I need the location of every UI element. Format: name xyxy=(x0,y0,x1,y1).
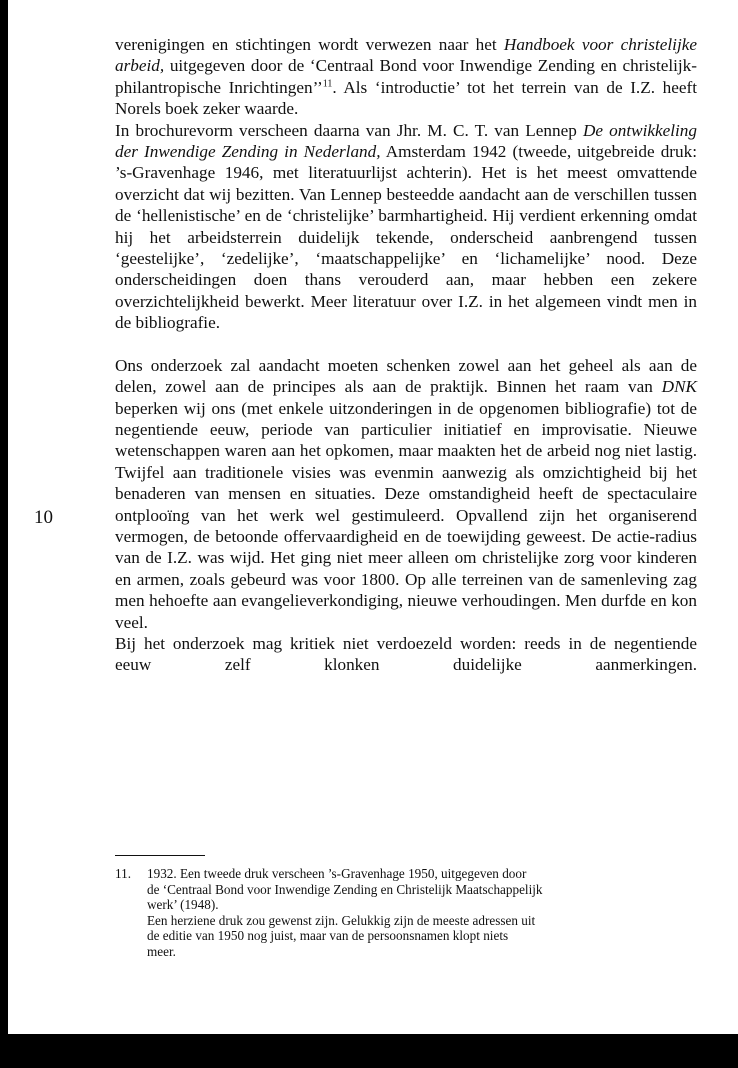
text-run: Bij het onderzoek mag kritiek niet verdoezeld worden: reeds in de negentiende eeuw zelf klonken duidelijke aanmerkingen. xyxy=(115,633,697,675)
footnote-line: de ‘Centraal Bond voor Inwendige Zending en Christelijk Maatschappelijk xyxy=(147,881,543,897)
scan-left-border xyxy=(0,0,8,1068)
footnote-line: werk’ (1948). xyxy=(147,897,219,913)
text-run: verenigingen en stichtingen wordt verwezen naar het xyxy=(115,35,504,54)
text-run: beperken wij ons (met enkele uitzonderingen in de opgenomen bibliografie) tot de negentiende eeuw, periode van particulier initiatief en improvisatie. Nieuwe wetenschappen waren aan het opkomen, maar maakten het de arbeid nog niet lastig. Twijfel aan traditionele visies was evenmin aanwezig als omzichtigheid bij het benaderen van mensen en situaties. Deze omstandigheid heeft de spectaculaire ontplooïng van het werk wel gestimuleerd. Opvallend zijn het organiserend vermogen, de betoonde offervaardigheid en de toewijding geweest. De actie-radius van de I.Z. was wijd. Het ging niet meer alleen om christelijke zorg voor kinderen en armen, zoals gebeurd was voor 1800. Op alle terreinen van de samenleving zag men hehoefte aan evangelieverkondiging, nieuwe verhoudingen. Men durfde en kon veel. xyxy=(115,398,697,632)
footnote-number: 11. xyxy=(115,866,131,881)
paragraph xyxy=(115,120,697,334)
body-text xyxy=(115,34,697,676)
paragraph xyxy=(115,355,697,633)
text-run: In brochurevorm verscheen daarna van Jhr. M. C. T. van Lennep xyxy=(115,120,583,140)
paragraph xyxy=(115,34,697,120)
text-run: . Als ‘introductie’ tot het terrein van de I.Z. heeft Norels boek zeker waarde. xyxy=(115,77,697,119)
italic-title: DNK xyxy=(661,377,697,397)
text-run: uitgegeven door de ‘Centraal Bond voor Inwendige Zending en christelijk-philantropische Inrichtingen’’ xyxy=(115,56,697,97)
paragraph xyxy=(115,633,697,676)
footnote-line: de editie van 1950 nog juist, maar van de persoonsnamen klopt niets xyxy=(147,928,509,944)
footnote-line: meer. xyxy=(147,943,176,959)
footnote-line: Een herziene druk zou gewenst zijn. Gelukkig zijn de meeste adressen uit xyxy=(147,912,536,928)
text-run: Ons onderzoek zal aandacht moeten schenken zowel aan het geheel als aan de delen, zowel aan de principes als aan de praktijk. Binnen het raam van xyxy=(115,355,697,397)
footnote-text xyxy=(147,866,697,960)
italic-title: De ontwikkeling der Inwendige Zending in Nederland, xyxy=(115,120,697,162)
scan-bottom-border xyxy=(0,1034,738,1068)
page-number: 10 xyxy=(34,507,53,528)
footnote-divider xyxy=(115,855,205,856)
footnote-reference: 11 xyxy=(322,78,333,90)
italic-title: Handboek voor christelijke arbeid, xyxy=(115,35,697,76)
text-run: Amsterdam 1942 (tweede, uitgebreide druk: ’s-Gravenhage 1946, met literatuurlijst achterin). Het is het meest omvattende overzicht dat wij bezitten. Van Lennep besteedde aandacht aan de verschillen tussen de ‘hellenistische’ en de ‘christelijke’ barmhartigheid. Hij verdient erkenning omdat hij het arbeidsterrein duidelijk tekende, onderscheid aanbrengend tussen ‘geestelijke’, ‘zedelijke’, ‘maatschappelijke’ en ‘lichamelijke’ nood. Deze onderscheidingen doen thans verouderd aan, maar hebben een zekere overzichtelijkheid bewerkt. Meer literatuur over I.Z. in het algemeen vindt men in de bibliografie. xyxy=(115,142,697,333)
footnote-11 xyxy=(115,866,697,960)
footnote-line: 1932. Een tweede druk verscheen ’s-Gravenhage 1950, uitgegeven door xyxy=(147,866,527,881)
footnotes xyxy=(115,866,697,960)
